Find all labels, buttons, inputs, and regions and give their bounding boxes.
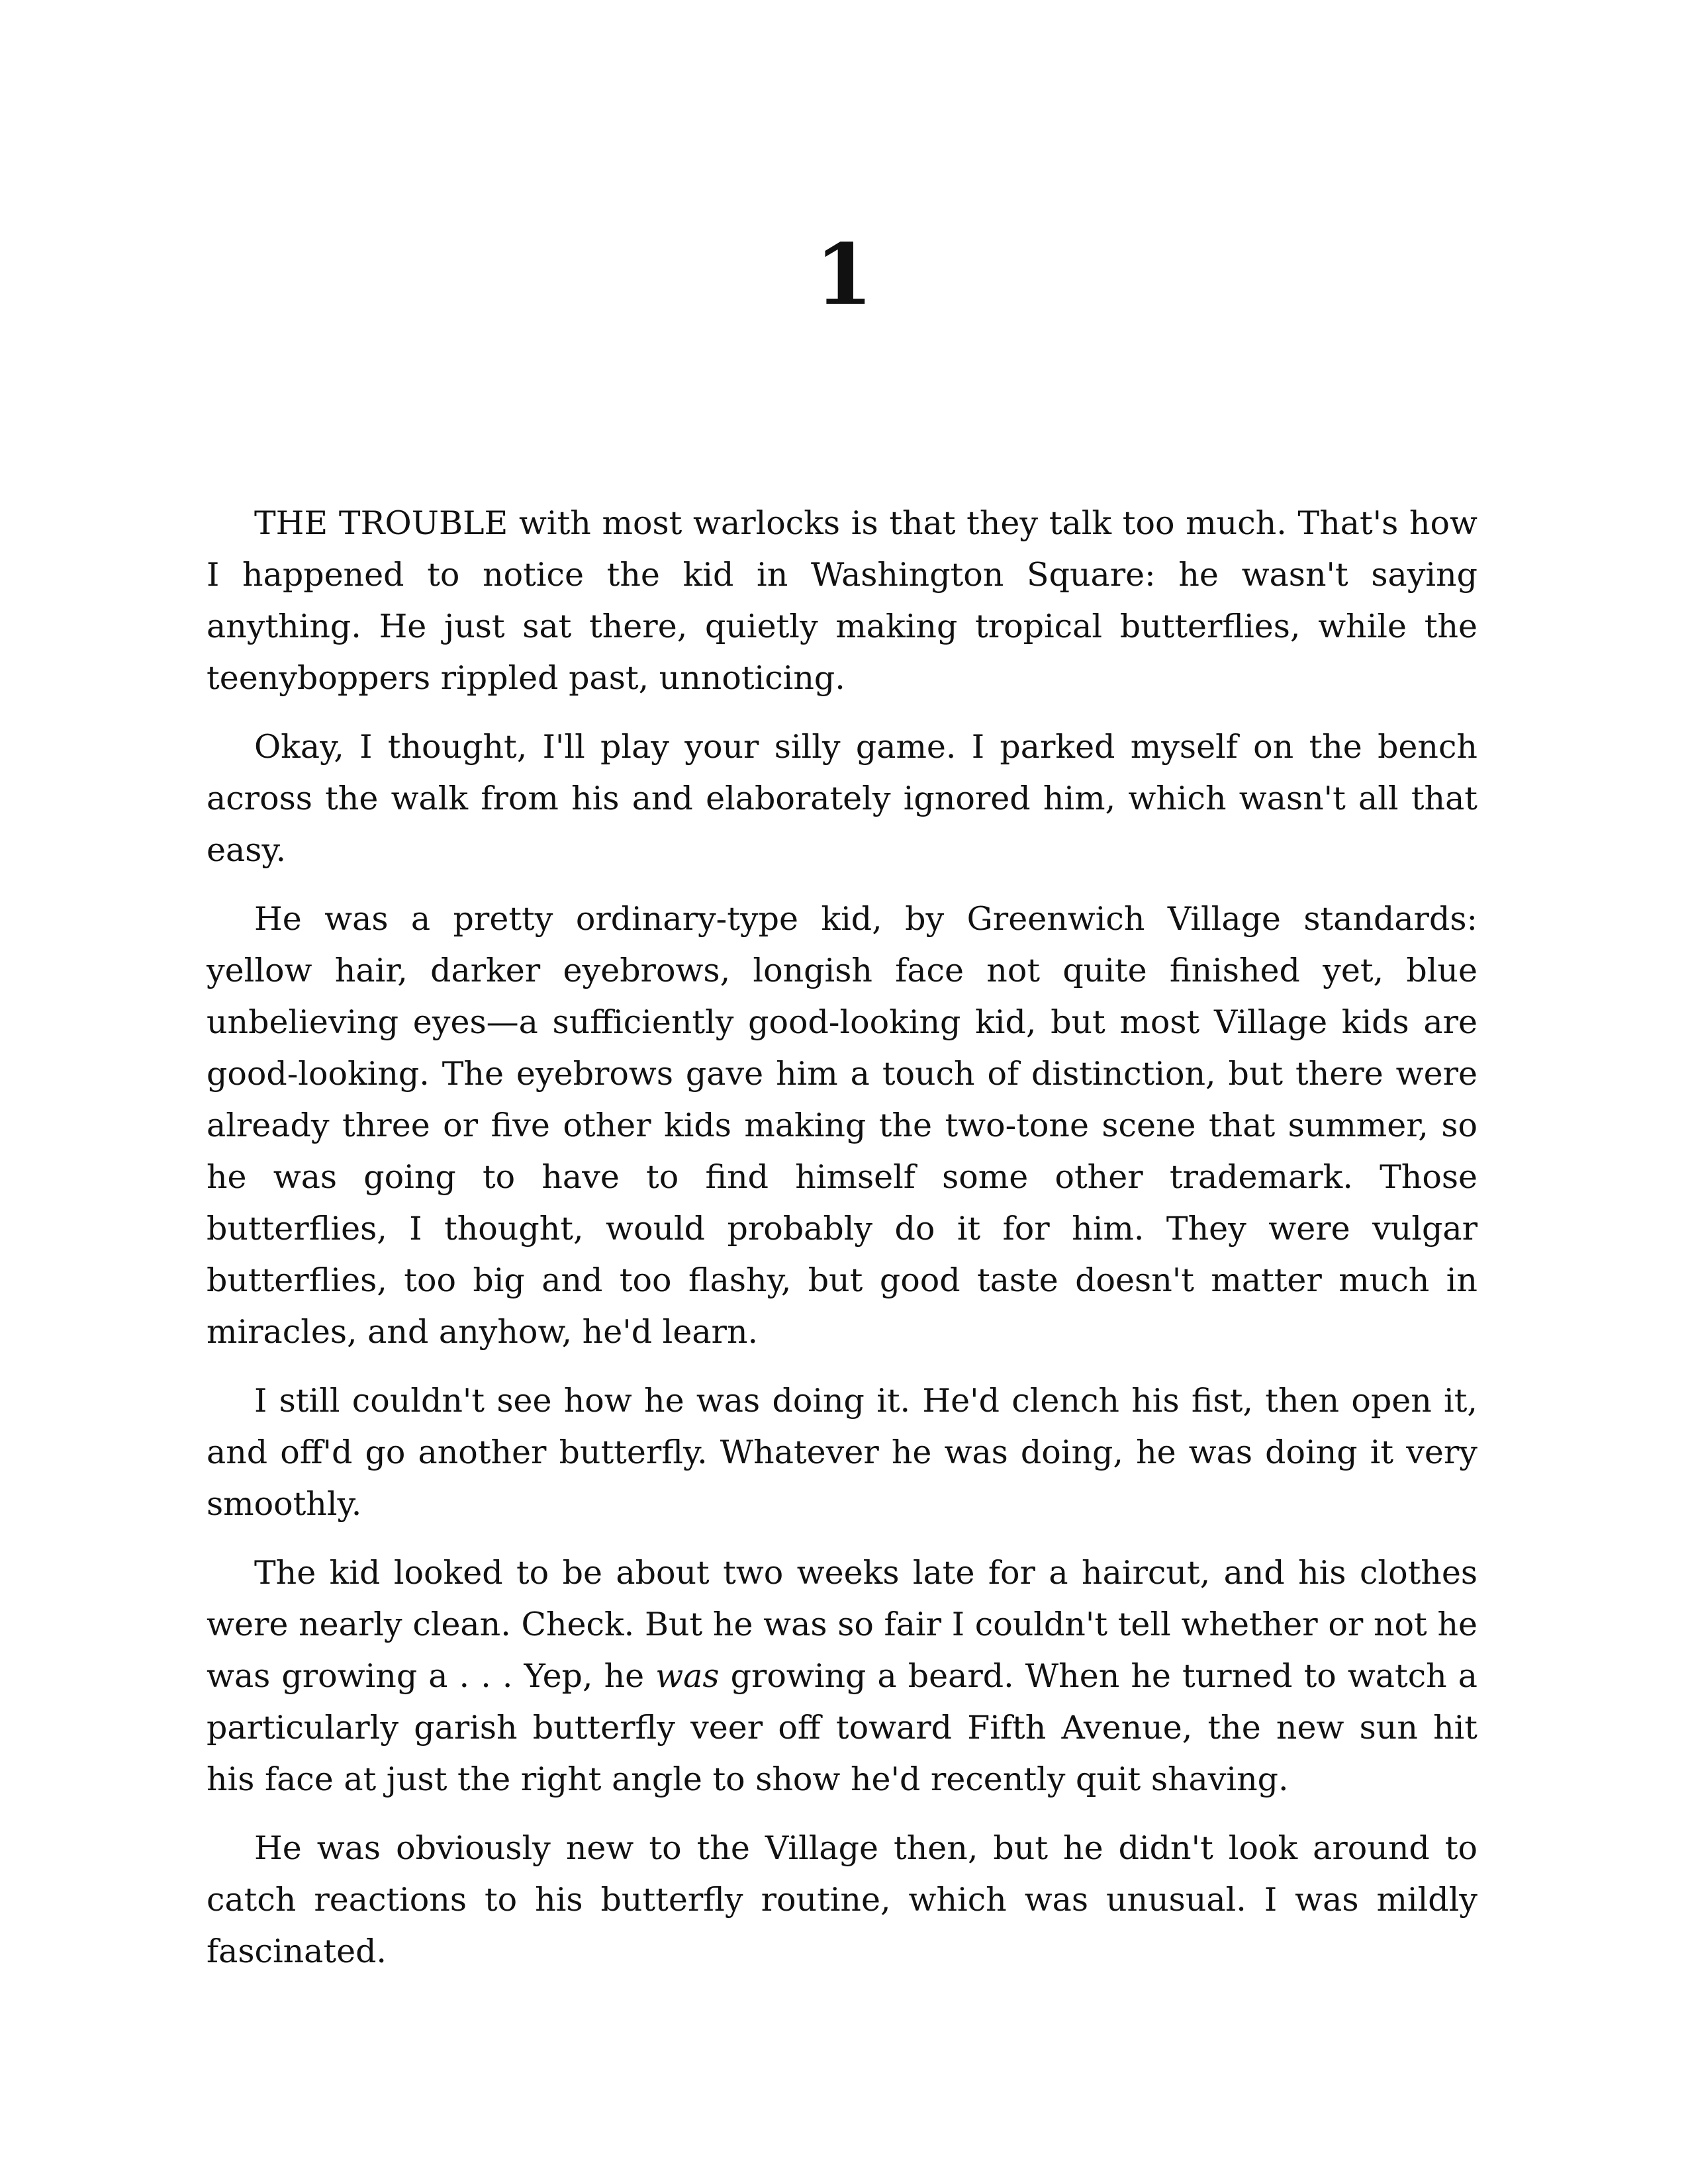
chapter-number: 1	[815, 226, 873, 324]
chapter-body	[207, 498, 1477, 1995]
paragraph-5	[207, 1547, 1477, 1805]
paragraph-5-emphasis: was	[655, 1657, 720, 1695]
paragraph-6: He was obviously new to the Village then, but he didn't look around to catch reactions to his butterfly routine, which was unusual. I was mildly fascinated.	[207, 1829, 1477, 1970]
paragraph-4: I still couldn't see how he was doing it. He'd clench his fist, then open it, and off'd go another butterfly. Whatever he was doing, he was doing it very smoothly.	[207, 1382, 1477, 1523]
paragraph-5-before: The kid looked to be about two weeks late for a haircut, and his clothes were nearly clean. Check. But he was so fair I couldn't tell whether or not he was growing a . . . Yep, he	[207, 1554, 1477, 1695]
paragraph-2: Okay, I thought, I'll play your silly game. I parked myself on the bench across the walk from his and elaborately ignored him, which wasn't all that easy.	[207, 728, 1477, 869]
paragraph-5-after: growing a beard. When he turned to watch a particularly garish butterfly veer off toward Fifth Avenue, the new sun hit his face at just the right angle to show he'd recently quit shaving.	[207, 1657, 1477, 1798]
paragraph-1: THE TROUBLE with most warlocks is that they talk too much. That's how I happened to notice the kid in Washington Square: he wasn't saying anything. He just sat there, quietly making tropical butterflies, while the teenyboppers rippled past, unnoticing.	[207, 504, 1477, 697]
paragraph-3: He was a pretty ordinary-type kid, by Greenwich Village standards: yellow hair, darker eyebrows, longish face not quite finished yet, blue unbelieving eyes—a sufficiently good-looking kid, but most Village kids are good-looking. The eyebrows gave him a touch of distinction, but there were already three or five other kids making the two-tone scene that summer, so he was going to have to find himself some other trademark. Those butterflies, I thought, would probably do it for him. They were vulgar butterflies, too big and too flashy, but good taste doesn't matter much in miracles, and anyhow, he'd learn.	[207, 900, 1477, 1351]
